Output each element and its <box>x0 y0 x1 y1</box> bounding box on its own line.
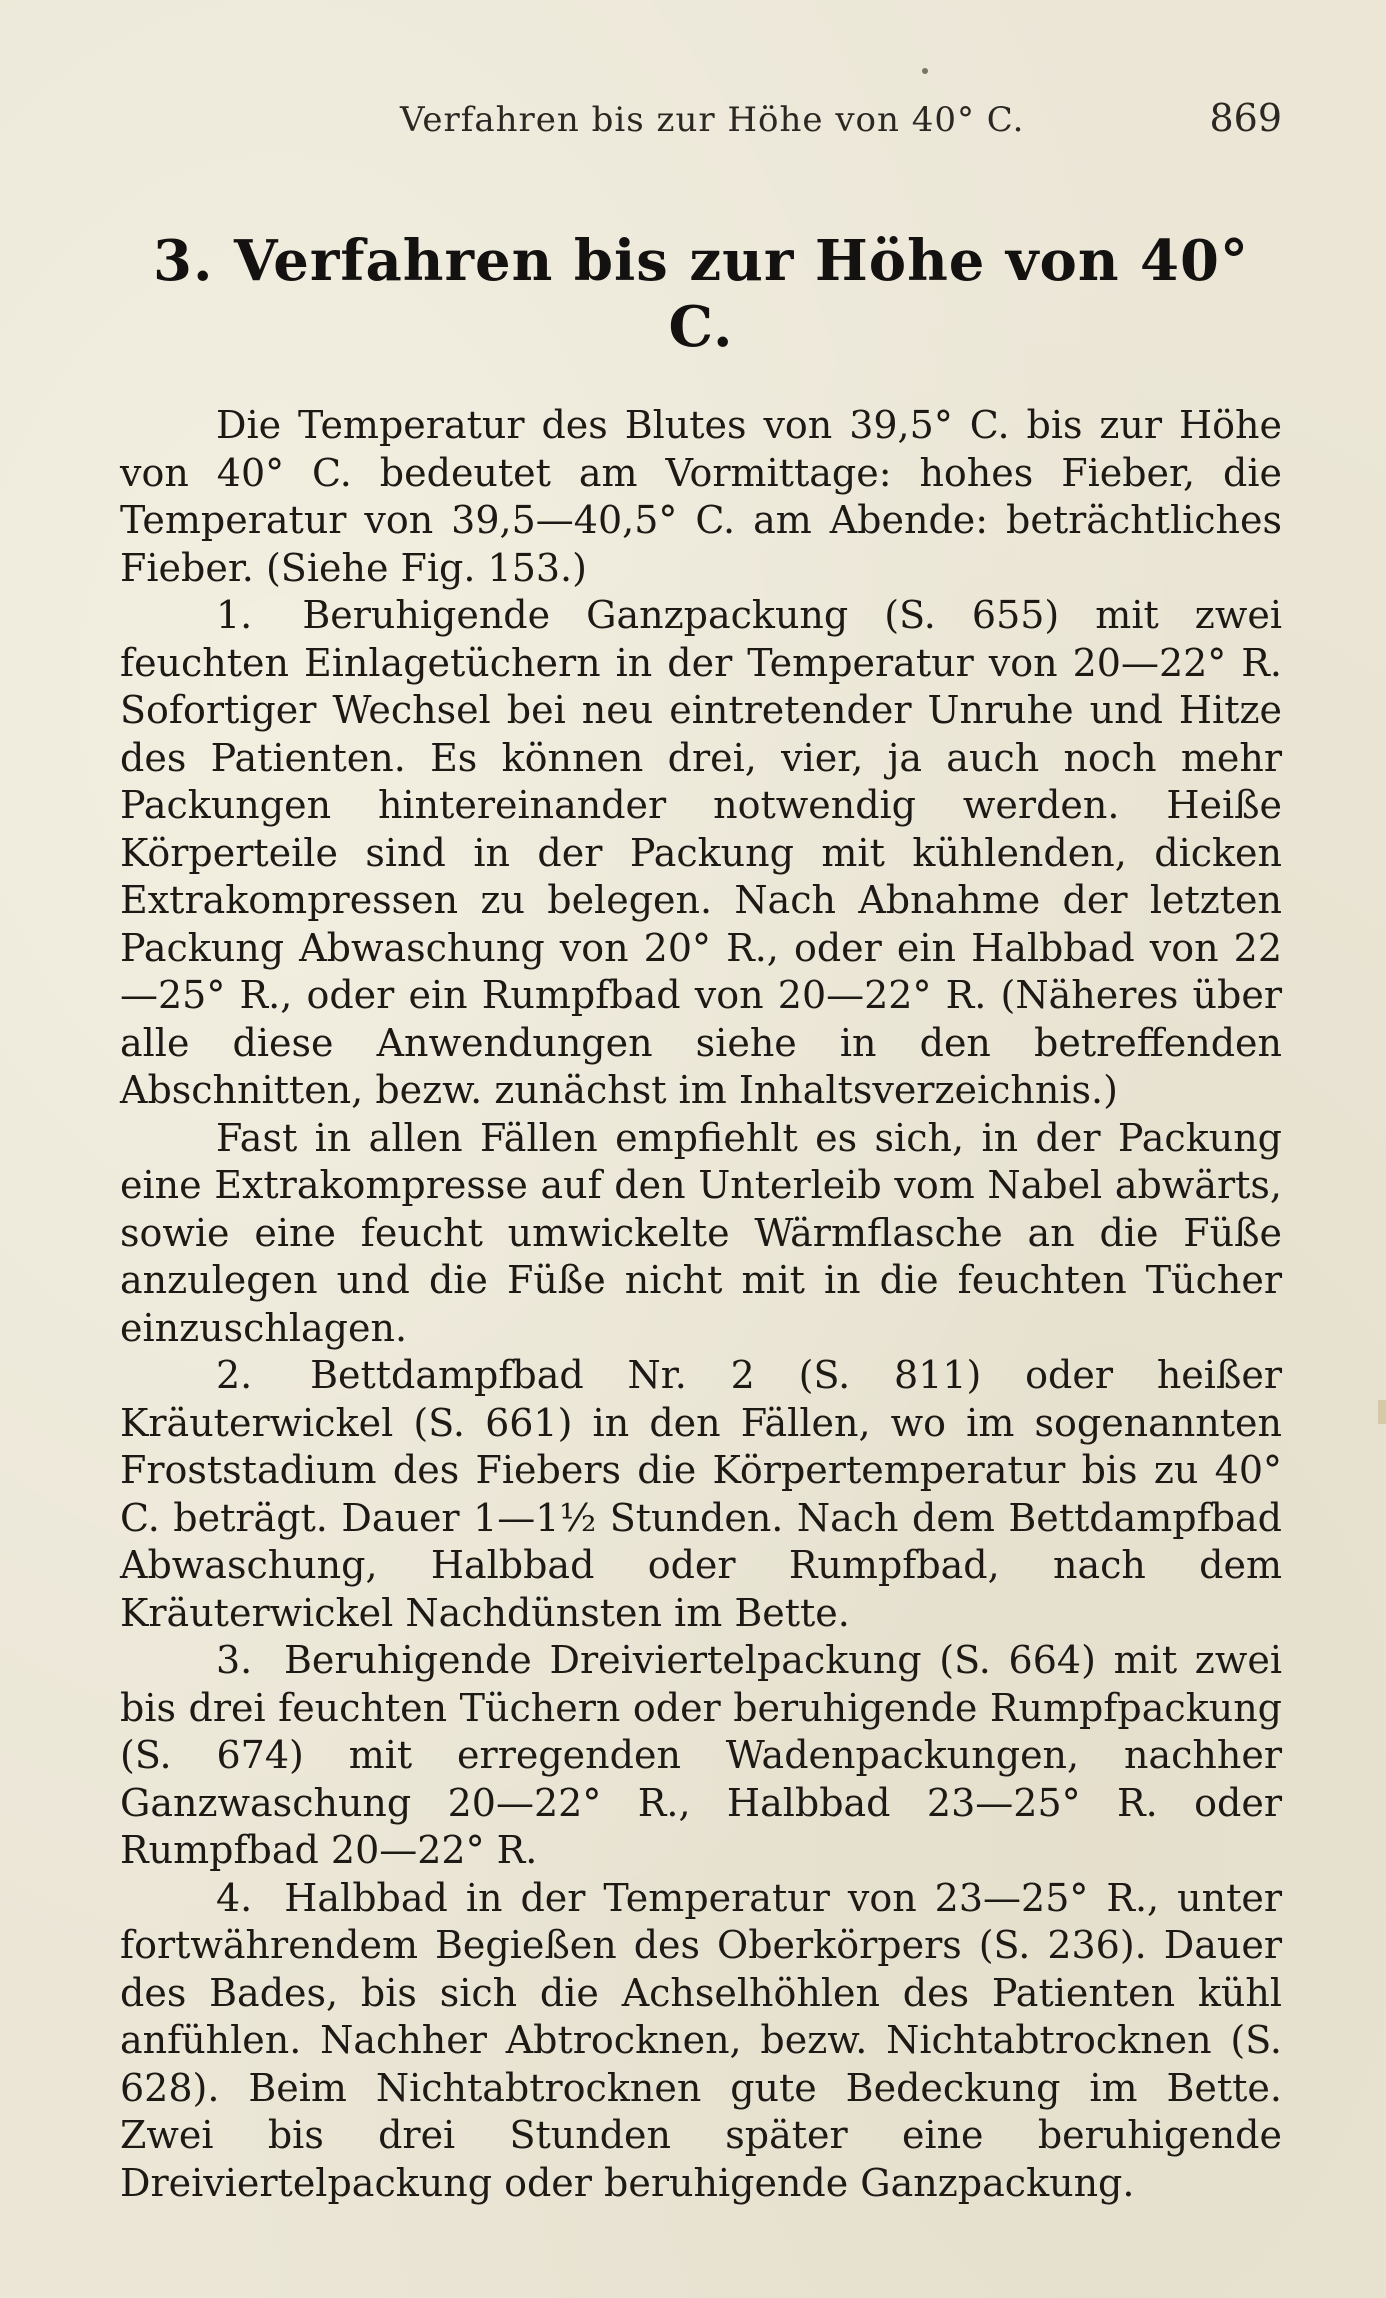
running-title: Verfahren bis zur Höhe von 40° C. <box>400 100 1025 140</box>
item-number: 1. <box>216 593 253 637</box>
page-number: 869 <box>1209 96 1282 140</box>
book-page <box>120 90 1282 2207</box>
item-text: Bettdampfbad Nr. 2 (S. 811) oder heißer Kräuterwickel (S. 661) in den Fällen, wo im sogenannten Froststadium des Fiebers die Körpertemperatur bis zu 40° C. beträgt. Dauer 1—1½ Stunden. Nach dem Bettdampfbad Abwaschung, Halbbad oder Rumpfbad, nach dem Kräuterwickel Nachdünsten im Bette. <box>120 1353 1282 1635</box>
page-edge-stain <box>1378 1400 1386 1424</box>
list-item-1-followup: Fast in allen Fällen empfiehlt es sich, in der Packung eine Extrakompresse auf den Unterleib vom Nabel abwärts, sowie eine feucht umwickelte Wärmflasche an die Füße anzulegen und die Füße nicht mit in die feuchten Tücher einzuschlagen. <box>120 1115 1282 1350</box>
item-text: Beruhigende Ganzpackung (S. 655) mit zwei feuchten Einlagetüchern in der Temperatur von 20—22° R. Sofortiger Wechsel bei neu eintretender Unruhe und Hitze des Patienten. Es können drei, vier, ja auch noch mehr Packungen hintereinander notwendig werden. Heiße Körperteile sind in der Packung mit kühlenden, dicken Extrakompressen zu belegen. Nach Abnahme der letzten Packung Abwaschung von 20° R., oder ein Halbbad von 22—25° R., oder ein Rumpfbad von 20—22° R. (Näheres über alle diese Anwendungen siehe in den betreffenden Abschnitten, bezw. zunächst im Inhaltsverzeichnis.) <box>120 593 1282 1112</box>
item-number: 2. <box>216 1353 253 1397</box>
section-heading: 3. Verfahren bis zur Höhe von 40° C. <box>153 228 1249 360</box>
item-number: 3. <box>216 1638 253 1682</box>
section-body <box>120 402 1282 2207</box>
list-item-1 <box>120 592 1282 1115</box>
intro-paragraph: Die Temperatur des Blutes von 39,5° C. bis zur Höhe von 40° C. bedeutet am Vormittage: hohes Fieber, die Temperatur von 39,5—40,5° C. am Abende: beträchtliches Fieber. (Siehe Fig. 153.) <box>120 403 1282 590</box>
list-item-3 <box>120 1637 1282 1875</box>
item-text: Halbbad in der Temperatur von 23—25° R., unter fortwährendem Begießen des Oberkörpers (S. 236). Dauer des Bades, bis sich die Achselhöhlen des Patienten kühl anfühlen. Nachher Abtrocknen, bezw. Nichtabtrocknen (S. 628). Beim Nichtabtrocknen gute Bedeckung im Bette. Zwei bis drei Stunden später eine beruhigende Dreiviertelpackung oder beruhigende Ganzpackung. <box>120 1875 1282 2205</box>
item-number: 4. <box>216 1875 253 1920</box>
list-item-4 <box>120 1875 1282 2208</box>
running-header <box>120 90 1282 150</box>
ink-speck <box>922 68 928 74</box>
item-text: Beruhigende Dreiviertelpackung (S. 664) mit zwei bis drei feuchten Tüchern oder beruhigende Rumpfpackung (S. 674) mit erregenden Wadenpackungen, nachher Ganzwaschung 20—22° R., Halbbad 23—25° R. oder Rumpfbad 20—22° R. <box>120 1638 1282 1872</box>
list-item-2 <box>120 1352 1282 1637</box>
